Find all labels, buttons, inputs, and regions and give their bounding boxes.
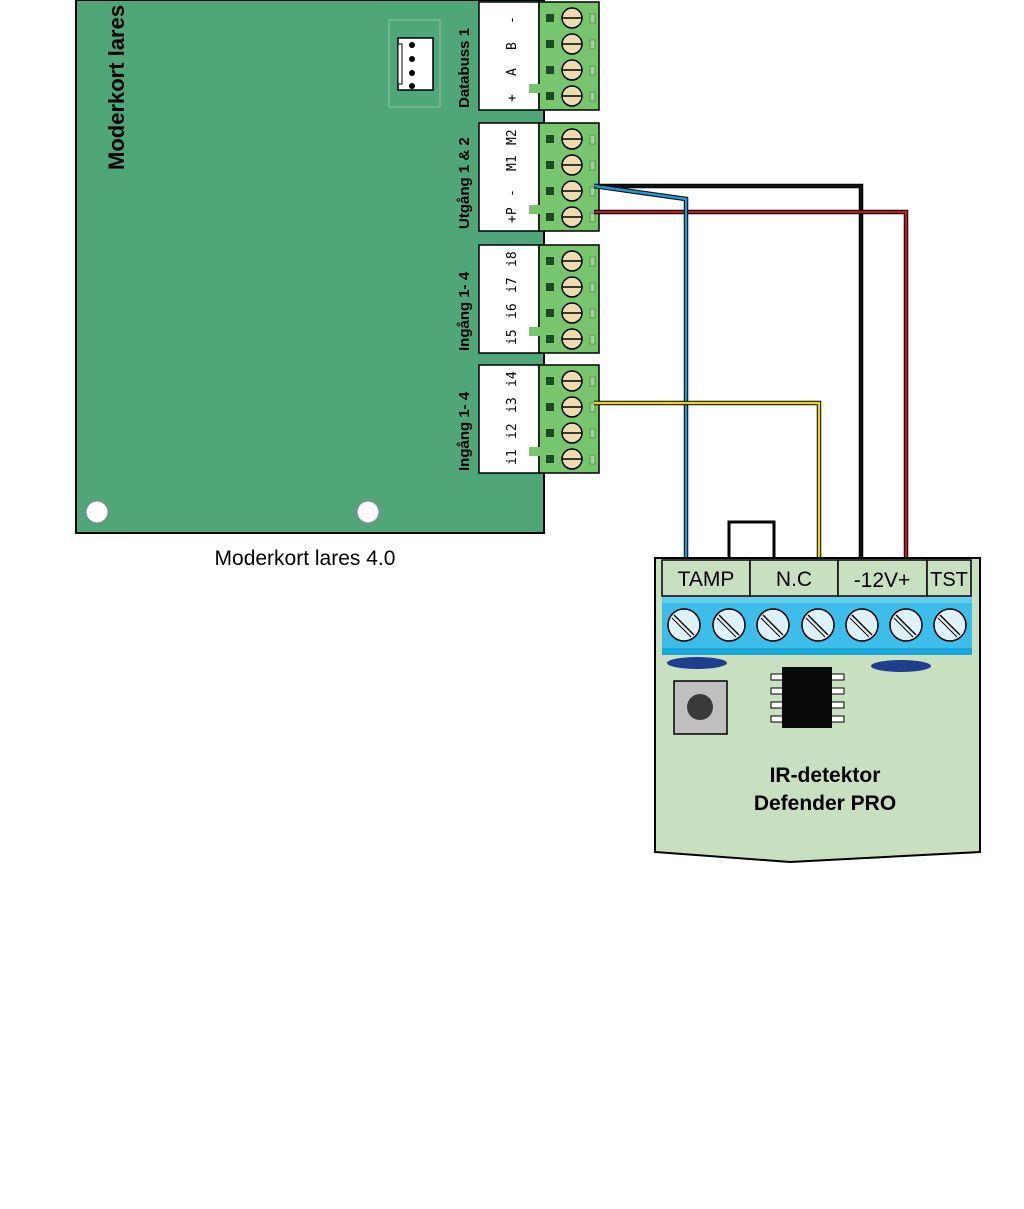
- pin-contact: [546, 161, 554, 169]
- pin-contact: [546, 92, 554, 100]
- pin-contact: [546, 455, 554, 463]
- pin-label: i3: [505, 397, 520, 413]
- pin-contact: [546, 213, 554, 221]
- pin-contact: [546, 14, 554, 22]
- detector-title-line2: Defender PRO: [753, 792, 897, 815]
- mainboard: [76, 0, 544, 533]
- wire-blue: [594, 186, 686, 560]
- pin-label: i6: [505, 303, 520, 319]
- mounting-hole-right: [357, 501, 379, 523]
- terminal-label-tst: TST: [930, 569, 968, 591]
- connector-label: Ingång 1- 4: [456, 391, 473, 471]
- pin-contact: [546, 40, 554, 48]
- pin-contact: [546, 257, 554, 265]
- mounting-hole-left: [86, 501, 108, 523]
- led-right: [871, 660, 931, 672]
- pin-label: -: [505, 189, 520, 197]
- pin-contact: [546, 283, 554, 291]
- wire-blue-core: [594, 186, 686, 560]
- mainboard-body: [76, 0, 544, 533]
- wire-yellow: [594, 403, 819, 560]
- pin-contact: [546, 403, 554, 411]
- pin-label: M2: [505, 129, 520, 145]
- detector: [655, 558, 980, 862]
- pin-contact: [546, 66, 554, 74]
- pin-contact: [546, 187, 554, 195]
- terminal-label-nc: N.C: [775, 568, 813, 591]
- pin-label: B: [505, 42, 520, 50]
- jst-pin: [409, 70, 415, 76]
- connector-label: Utgång 1 & 2: [456, 137, 473, 229]
- connector-label: Databuss 1: [456, 27, 473, 108]
- wire-yellow-core: [594, 403, 819, 560]
- led-left: [667, 657, 727, 669]
- pin-label: M1: [505, 155, 520, 171]
- pin-label: i4: [505, 371, 520, 387]
- pin-label: -: [505, 16, 520, 24]
- pin-contact: [546, 135, 554, 143]
- pin-label: i5: [505, 329, 520, 345]
- pin-label: A: [505, 68, 520, 76]
- pin-contact: [546, 429, 554, 437]
- connector-label: Ingång 1- 4: [456, 271, 473, 351]
- pin-label: i8: [505, 251, 520, 267]
- jst-pin: [409, 42, 415, 48]
- terminal-label-12v: -12V+: [853, 569, 911, 592]
- mainboard-title: Moderkort lares: [104, 4, 129, 170]
- jst-header-body: [398, 38, 433, 90]
- pin-label: +: [505, 94, 520, 102]
- jst-pin: [409, 56, 415, 62]
- terminal-label-tamp: TAMP: [677, 568, 735, 591]
- pin-label: +P: [505, 207, 520, 223]
- jst-pin: [409, 83, 415, 89]
- pin-label: i7: [505, 277, 520, 293]
- pin-label: i2: [505, 423, 520, 439]
- pin-contact: [546, 335, 554, 343]
- terminal-label-row: [662, 560, 971, 596]
- pin-contact: [546, 377, 554, 385]
- pin-label: i1: [505, 449, 520, 465]
- tamper-button: [674, 681, 727, 734]
- detector-title-line1: IR-detektor: [769, 764, 881, 787]
- mainboard-caption: Moderkort lares 4.0: [214, 547, 396, 570]
- tamper-jumper: [729, 522, 774, 560]
- wires: [594, 186, 906, 560]
- pin-contact: [546, 309, 554, 317]
